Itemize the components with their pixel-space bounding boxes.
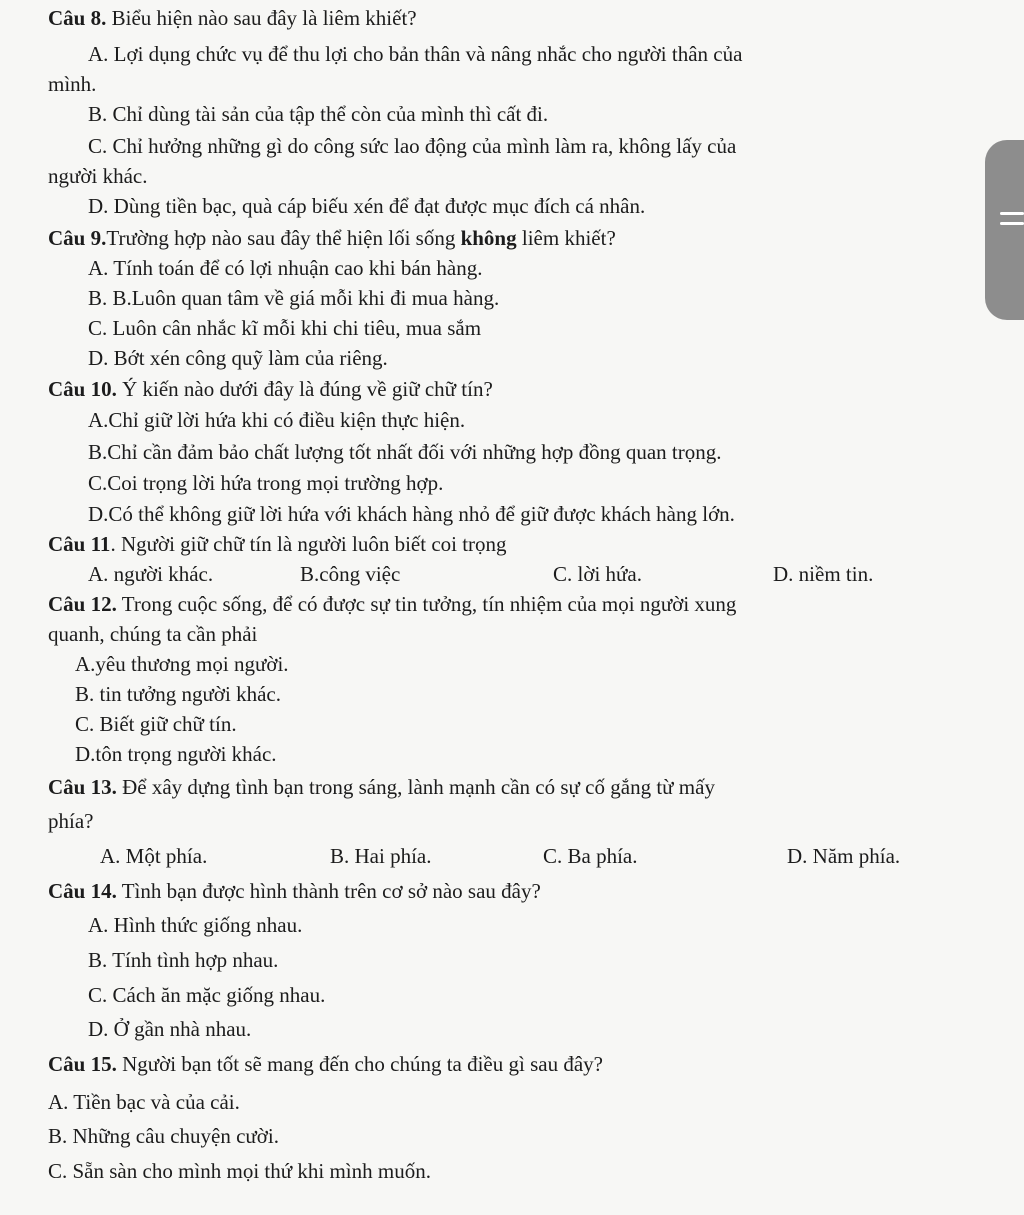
question-10-label: Câu 10.: [48, 377, 117, 401]
question-9-option-b: B. B.Luôn quan tâm về giá mỗi khi đi mua hàng.: [88, 286, 500, 310]
question-8-option-a: A. Lợi dụng chức vụ để thu lợi cho bản thân và nâng nhắc cho người thân của: [88, 42, 743, 66]
question-13-option-b: B. Hai phía.: [330, 844, 432, 868]
question-12-option-d: D.tôn trọng người khác.: [75, 742, 277, 766]
question-14-option-b: B. Tính tình hợp nhau.: [88, 948, 279, 972]
question-11-option-b: B.công việc: [300, 562, 401, 586]
question-12-stem: [48, 592, 736, 616]
question-8-label: Câu 8.: [48, 6, 107, 30]
question-11-option-a: A. người khác.: [88, 562, 214, 586]
drag-grip-icon-line: [1000, 222, 1024, 225]
question-9-label: Câu 9.: [48, 226, 107, 250]
question-14-stem: [48, 879, 541, 903]
question-15-text: Người bạn tốt sẽ mang đến cho chúng ta điều gì sau đây?: [116, 1052, 603, 1076]
question-12-stem-cont: quanh, chúng ta cần phải: [48, 622, 258, 646]
question-10-option-d: D.Có thể không giữ lời hứa với khách hàng nhỏ để giữ được khách hàng lớn.: [88, 502, 735, 526]
question-8-stem: [48, 6, 417, 30]
question-12-option-a: A.yêu thương mọi người.: [75, 652, 289, 676]
question-12-option-b: B. tin tưởng người khác.: [75, 682, 281, 706]
question-10-option-a: A.Chỉ giữ lời hứa khi có điều kiện thực hiện.: [88, 408, 466, 432]
question-9-keyword: không: [460, 226, 517, 250]
question-12-label: Câu 12.: [48, 592, 117, 616]
question-10-option-b: B.Chỉ cần đảm bảo chất lượng tốt nhất đối với những hợp đồng quan trọng.: [88, 440, 722, 464]
question-9-option-a: A. Tính toán để có lợi nhuận cao khi bán hàng.: [88, 256, 483, 280]
question-9-option-d: D. Bớt xén công quỹ làm của riêng.: [88, 346, 388, 370]
question-15-label: Câu 15.: [48, 1052, 117, 1076]
question-13-option-a: A. Một phía.: [100, 844, 208, 868]
question-15-option-a: A. Tiền bạc và của cải.: [48, 1090, 240, 1114]
drag-grip-icon-line: [1000, 212, 1024, 215]
question-12-text: Trong cuộc sống, để có được sự tin tưởng, tín nhiệm của mọi người xung: [116, 592, 737, 616]
question-8-option-d: D. Dùng tiền bạc, quà cáp biếu xén để đạt được mục đích cá nhân.: [88, 194, 646, 218]
question-11-label: Câu 11: [48, 532, 111, 556]
question-13-stem: [48, 775, 715, 799]
question-13-option-c: C. Ba phía.: [543, 844, 638, 868]
question-9-text-after: liêm khiết?: [516, 226, 616, 250]
question-13-stem-cont: phía?: [48, 809, 94, 833]
question-8-option-c-cont: người khác.: [48, 164, 148, 188]
question-14-option-d: D. Ở gần nhà nhau.: [88, 1017, 252, 1041]
question-12-option-c: C. Biết giữ chữ tín.: [75, 712, 237, 736]
question-15-option-b: B. Những câu chuyện cười.: [48, 1124, 279, 1148]
question-11-option-d: D. niềm tin.: [773, 562, 874, 586]
question-11-stem: [48, 532, 507, 556]
question-8-option-c: C. Chỉ hưởng những gì do công sức lao động của mình làm ra, không lấy của: [88, 134, 737, 158]
question-10-stem: [48, 377, 493, 401]
question-8-text: Biểu hiện nào sau đây là liêm khiết?: [106, 6, 417, 30]
question-15-stem: [48, 1052, 603, 1076]
question-8-option-a-cont: mình.: [48, 72, 97, 96]
question-10-option-c: C.Coi trọng lời hứa trong mọi trường hợp.: [88, 471, 444, 495]
question-9-stem: [48, 226, 616, 250]
question-11-option-c: C. lời hứa.: [553, 562, 642, 586]
question-13-label: Câu 13.: [48, 775, 117, 799]
question-13-option-d: D. Năm phía.: [787, 844, 901, 868]
question-10-text: Ý kiến nào dưới đây là đúng về giữ chữ tín?: [116, 377, 493, 401]
question-9-text-before: Trường hợp nào sau đây thể hiện lối sống: [106, 226, 461, 250]
question-11-text: . Người giữ chữ tín là người luôn biết coi trọng: [110, 532, 507, 556]
question-14-label: Câu 14.: [48, 879, 117, 903]
question-14-option-a: A. Hình thức giống nhau.: [88, 913, 303, 937]
question-9-option-c: C. Luôn cân nhắc kĩ mỗi khi chi tiêu, mua sắm: [88, 316, 482, 340]
question-8-option-b: B. Chỉ dùng tài sản của tập thể còn của mình thì cất đi.: [88, 102, 549, 126]
question-13-text: Để xây dựng tình bạn trong sáng, lành mạnh cần có sự cố gắng từ mấy: [116, 775, 715, 799]
side-drawer-handle[interactable]: [985, 140, 1024, 320]
question-14-text: Tình bạn được hình thành trên cơ sở nào sau đây?: [116, 879, 541, 903]
question-14-option-c: C. Cách ăn mặc giống nhau.: [88, 983, 326, 1007]
question-15-option-c: C. Sẵn sàn cho mình mọi thứ khi mình muốn.: [48, 1159, 431, 1183]
